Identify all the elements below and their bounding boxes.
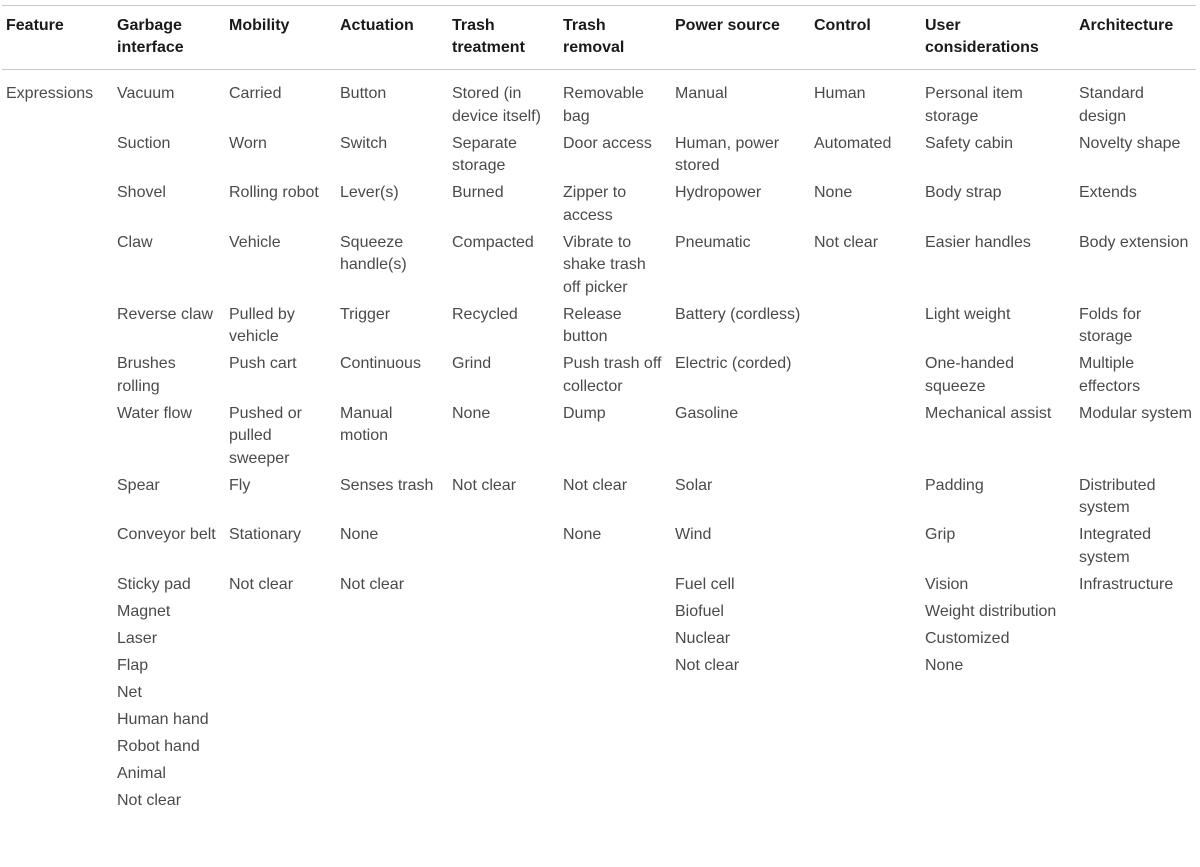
table-cell-control: Automated: [814, 134, 892, 152]
table-cell-control: [810, 788, 921, 815]
table-cell-feature: [2, 302, 113, 352]
header-row: [2, 6, 1196, 70]
table-cell-trash-treatment: Stored (in device itself): [452, 85, 541, 125]
table-cell-garbage-interface: Suction: [117, 134, 171, 152]
table-cell-garbage-interface: Flap: [117, 656, 149, 674]
table-cell-mobility: Worn: [229, 134, 267, 152]
table-cell-garbage-interface: Spear: [117, 476, 160, 494]
table-cell-architecture: [1075, 734, 1196, 761]
table-cell-architecture: Novelty shape: [1079, 134, 1181, 152]
morphological-table: [2, 5, 1196, 815]
table-cell-feature: [2, 572, 113, 599]
table-cell-architecture: [1075, 653, 1196, 680]
table-cell-trash-treatment: [448, 653, 559, 680]
column-header-control: Control: [814, 17, 871, 34]
table-cell-mobility: Not clear: [229, 575, 294, 593]
table-cell-architecture: [1075, 707, 1196, 734]
table-cell-actuation: None: [340, 526, 379, 543]
table-cell-mobility: Carried: [229, 85, 282, 102]
table-cell-control: Human: [814, 85, 866, 102]
column-header-trash-removal: Trash removal: [563, 17, 625, 56]
table-cell-user-considerations: Safety cabin: [925, 134, 1014, 152]
table-row: [2, 131, 1196, 181]
table-cell-user-considerations: Grip: [925, 526, 956, 543]
table-cell-architecture: Multiple effectors: [1079, 355, 1141, 395]
table-row: [2, 680, 1196, 707]
table-cell-garbage-interface: Shovel: [117, 184, 166, 201]
table-cell-architecture: Folds for storage: [1079, 305, 1142, 345]
table-cell-architecture: Infrastructure: [1079, 575, 1174, 593]
table-cell-architecture: [1075, 761, 1196, 788]
table-cell-actuation: [336, 788, 448, 815]
table-cell-feature: [2, 401, 113, 473]
table-cell-control: [810, 401, 921, 473]
table-cell-trash-treatment: [448, 599, 559, 626]
table-cell-actuation: [336, 680, 448, 707]
table-cell-architecture: Extends: [1079, 184, 1137, 201]
table-cell-mobility: Push cart: [229, 355, 297, 372]
column-header-garbage-interface: Garbage interface: [117, 17, 184, 56]
morphological-table-container: [0, 5, 1200, 815]
table-cell-trash-treatment: Separate storage: [452, 134, 517, 174]
table-cell-user-considerations: [921, 788, 1075, 815]
table-cell-garbage-interface: Claw: [117, 233, 153, 251]
table-cell-control: Not clear: [814, 233, 879, 251]
table-cell-user-considerations: [921, 707, 1075, 734]
table-cell-actuation: Switch: [340, 134, 388, 152]
table-cell-mobility: [225, 788, 336, 815]
table-cell-control: None: [814, 184, 853, 201]
table-row: [2, 230, 1196, 302]
table-cell-power-source: [671, 734, 810, 761]
table-row: [2, 653, 1196, 680]
table-cell-power-source: [671, 788, 810, 815]
table-cell-feature: [2, 230, 113, 302]
table-cell-trash-treatment: [448, 522, 559, 572]
table-header: [2, 6, 1196, 70]
table-cell-trash-removal: Push trash off collector: [563, 355, 662, 395]
table-cell-trash-removal: Door access: [563, 134, 652, 152]
table-cell-mobility: [225, 761, 336, 788]
table-cell-trash-removal: None: [563, 526, 602, 543]
table-cell-trash-removal: [559, 734, 671, 761]
table-cell-mobility: [225, 626, 336, 653]
table-cell-trash-removal: [559, 788, 671, 815]
table-cell-mobility: Stationary: [229, 526, 302, 543]
table-cell-mobility: Fly: [229, 476, 251, 494]
table-cell-power-source: [671, 680, 810, 707]
table-cell-trash-removal: [559, 680, 671, 707]
table-cell-feature: [2, 680, 113, 707]
table-cell-trash-removal: Release button: [563, 305, 622, 345]
table-row: [2, 180, 1196, 230]
table-row: [2, 734, 1196, 761]
table-cell-control: [810, 653, 921, 680]
table-cell-architecture: [1075, 788, 1196, 815]
table-cell-trash-treatment: None: [452, 404, 491, 422]
table-cell-architecture: [1075, 626, 1196, 653]
table-cell-mobility: Rolling robot: [229, 184, 319, 201]
table-cell-user-considerations: None: [925, 656, 964, 674]
table-cell-actuation: [336, 734, 448, 761]
table-cell-feature: [2, 180, 113, 230]
table-cell-user-considerations: [921, 761, 1075, 788]
table-cell-power-source: Human, power stored: [675, 134, 780, 174]
table-cell-garbage-interface: Laser: [117, 629, 158, 647]
table-cell-power-source: Battery (cordless): [675, 305, 801, 323]
table-cell-power-source: Fuel cell: [675, 575, 735, 593]
table-cell-trash-treatment: Compacted: [452, 233, 534, 251]
table-cell-power-source: Manual: [675, 85, 728, 102]
table-cell-user-considerations: Personal item storage: [925, 85, 1023, 125]
table-cell-control: [810, 680, 921, 707]
table-cell-trash-treatment: [448, 734, 559, 761]
table-cell-trash-removal: [559, 572, 671, 599]
table-cell-actuation: [336, 761, 448, 788]
table-row: [2, 572, 1196, 599]
table-cell-trash-removal: [559, 626, 671, 653]
table-cell-garbage-interface: Conveyor belt: [117, 526, 216, 543]
table-cell-power-source: Gasoline: [675, 404, 739, 422]
column-header-feature: Feature: [6, 17, 64, 34]
table-cell-feature: [2, 788, 113, 815]
table-cell-trash-treatment: [448, 761, 559, 788]
table-cell-trash-treatment: [448, 680, 559, 707]
table-cell-user-considerations: Easier handles: [925, 233, 1031, 251]
table-cell-user-considerations: One-handed squeeze: [925, 355, 1014, 395]
table-cell-feature: [2, 599, 113, 626]
table-cell-architecture: Body extension: [1079, 233, 1189, 251]
table-cell-user-considerations: Customized: [925, 629, 1010, 647]
table-cell-trash-treatment: [448, 572, 559, 599]
column-header-user-considerations: User considerations: [925, 17, 1039, 56]
table-cell-actuation: Not clear: [340, 575, 405, 593]
table-row: [2, 302, 1196, 352]
table-cell-actuation: [336, 707, 448, 734]
table-cell-trash-removal: [559, 707, 671, 734]
table-cell-garbage-interface: Human hand: [117, 710, 209, 728]
table-cell-garbage-interface: Vacuum: [117, 85, 175, 102]
table-cell-mobility: [225, 707, 336, 734]
table-cell-mobility: Pushed or pulled sweeper: [229, 404, 302, 467]
table-cell-control: [810, 522, 921, 572]
table-cell-power-source: Hydropower: [675, 184, 762, 201]
table-cell-control: [810, 761, 921, 788]
table-cell-power-source: Nuclear: [675, 629, 731, 647]
table-cell-actuation: Squeeze handle(s): [340, 233, 407, 273]
table-cell-control: [810, 626, 921, 653]
table-row: [2, 626, 1196, 653]
table-cell-trash-treatment: Grind: [452, 355, 492, 372]
table-cell-actuation: Lever(s): [340, 184, 399, 201]
table-cell-power-source: [671, 707, 810, 734]
table-cell-actuation: [336, 653, 448, 680]
table-cell-architecture: [1075, 599, 1196, 626]
table-cell-power-source: Not clear: [675, 656, 740, 674]
table-cell-garbage-interface: Not clear: [117, 791, 182, 809]
table-row: [2, 522, 1196, 572]
table-cell-architecture: Integrated system: [1079, 526, 1152, 566]
table-cell-garbage-interface: Net: [117, 683, 142, 701]
table-cell-actuation: [336, 626, 448, 653]
table-cell-mobility: [225, 734, 336, 761]
table-cell-feature: [2, 131, 113, 181]
table-cell-feature: [2, 473, 113, 523]
table-cell-trash-treatment: Burned: [452, 184, 504, 201]
table-cell-actuation: Continuous: [340, 355, 421, 372]
table-row: [2, 761, 1196, 788]
table-cell-feature: [2, 734, 113, 761]
table-cell-power-source: [671, 761, 810, 788]
table-cell-trash-removal: Removable bag: [563, 85, 644, 125]
table-cell-actuation: Senses trash: [340, 476, 434, 494]
table-cell-user-considerations: Light weight: [925, 305, 1011, 323]
column-header-power-source: Power source: [675, 17, 780, 34]
table-cell-trash-removal: [559, 761, 671, 788]
table-cell-power-source: Biofuel: [675, 602, 724, 620]
table-cell-power-source: Solar: [675, 476, 713, 494]
table-cell-trash-removal: [559, 599, 671, 626]
table-cell-control: [810, 572, 921, 599]
table-cell-garbage-interface: Magnet: [117, 602, 171, 620]
table-cell-mobility: [225, 680, 336, 707]
table-cell-feature: [2, 351, 113, 401]
table-cell-mobility: Pulled by vehicle: [229, 305, 295, 345]
table-cell-actuation: Manual motion: [340, 404, 393, 444]
table-cell-trash-removal: Vibrate to shake trash off picker: [563, 233, 646, 296]
table-cell-user-considerations: Mechanical assist: [925, 404, 1052, 422]
table-cell-garbage-interface: Water flow: [117, 404, 192, 422]
table-cell-feature: Expressions: [6, 85, 94, 102]
table-cell-trash-removal: Zipper to access: [563, 184, 627, 224]
table-cell-architecture: Distributed system: [1079, 476, 1156, 516]
table-cell-user-considerations: Vision: [925, 575, 969, 593]
table-cell-power-source: Pneumatic: [675, 233, 751, 251]
table-cell-trash-treatment: [448, 788, 559, 815]
table-row: [2, 599, 1196, 626]
table-cell-trash-treatment: Recycled: [452, 305, 518, 323]
table-cell-control: [810, 351, 921, 401]
table-row: [2, 401, 1196, 473]
table-cell-trash-removal: Dump: [563, 404, 606, 422]
table-row: [2, 351, 1196, 401]
table-cell-control: [810, 734, 921, 761]
table-cell-control: [810, 302, 921, 352]
table-cell-power-source: Electric (corded): [675, 355, 792, 372]
column-header-trash-treatment: Trash treatment: [452, 17, 525, 56]
table-cell-actuation: Trigger: [340, 305, 391, 323]
table-cell-garbage-interface: Reverse claw: [117, 305, 214, 323]
table-cell-mobility: [225, 653, 336, 680]
table-cell-actuation: Button: [340, 85, 387, 102]
table-cell-user-considerations: [921, 680, 1075, 707]
table-row: [2, 70, 1196, 131]
table-row: [2, 707, 1196, 734]
table-cell-user-considerations: Weight distribution: [925, 602, 1057, 620]
table-row: [2, 788, 1196, 815]
table-cell-garbage-interface: Robot hand: [117, 737, 200, 755]
table-cell-trash-treatment: Not clear: [452, 476, 517, 494]
table-cell-garbage-interface: Animal: [117, 764, 166, 782]
column-header-actuation: Actuation: [340, 17, 414, 34]
table-cell-architecture: Modular system: [1079, 404, 1192, 422]
table-cell-actuation: [336, 599, 448, 626]
table-body: [2, 70, 1196, 815]
table-cell-architecture: [1075, 680, 1196, 707]
table-cell-mobility: [225, 599, 336, 626]
table-cell-trash-treatment: [448, 626, 559, 653]
table-cell-garbage-interface: Sticky pad: [117, 575, 191, 593]
table-cell-garbage-interface: Brushes rolling: [117, 355, 176, 395]
table-cell-control: [810, 707, 921, 734]
column-header-mobility: Mobility: [229, 17, 290, 34]
table-row: [2, 473, 1196, 523]
table-cell-control: [810, 599, 921, 626]
table-cell-architecture: Standard design: [1079, 85, 1144, 125]
table-cell-trash-removal: [559, 653, 671, 680]
table-cell-user-considerations: [921, 734, 1075, 761]
table-cell-feature: [2, 707, 113, 734]
table-cell-trash-treatment: [448, 707, 559, 734]
table-cell-user-considerations: Padding: [925, 476, 984, 494]
table-cell-trash-removal: Not clear: [563, 476, 628, 494]
table-cell-feature: [2, 653, 113, 680]
table-cell-feature: [2, 522, 113, 572]
table-cell-control: [810, 473, 921, 523]
table-cell-mobility: Vehicle: [229, 233, 281, 251]
table-cell-feature: [2, 626, 113, 653]
table-cell-feature: [2, 761, 113, 788]
table-cell-user-considerations: Body strap: [925, 184, 1002, 201]
column-header-architecture: Architecture: [1079, 17, 1174, 34]
table-cell-power-source: Wind: [675, 526, 712, 543]
